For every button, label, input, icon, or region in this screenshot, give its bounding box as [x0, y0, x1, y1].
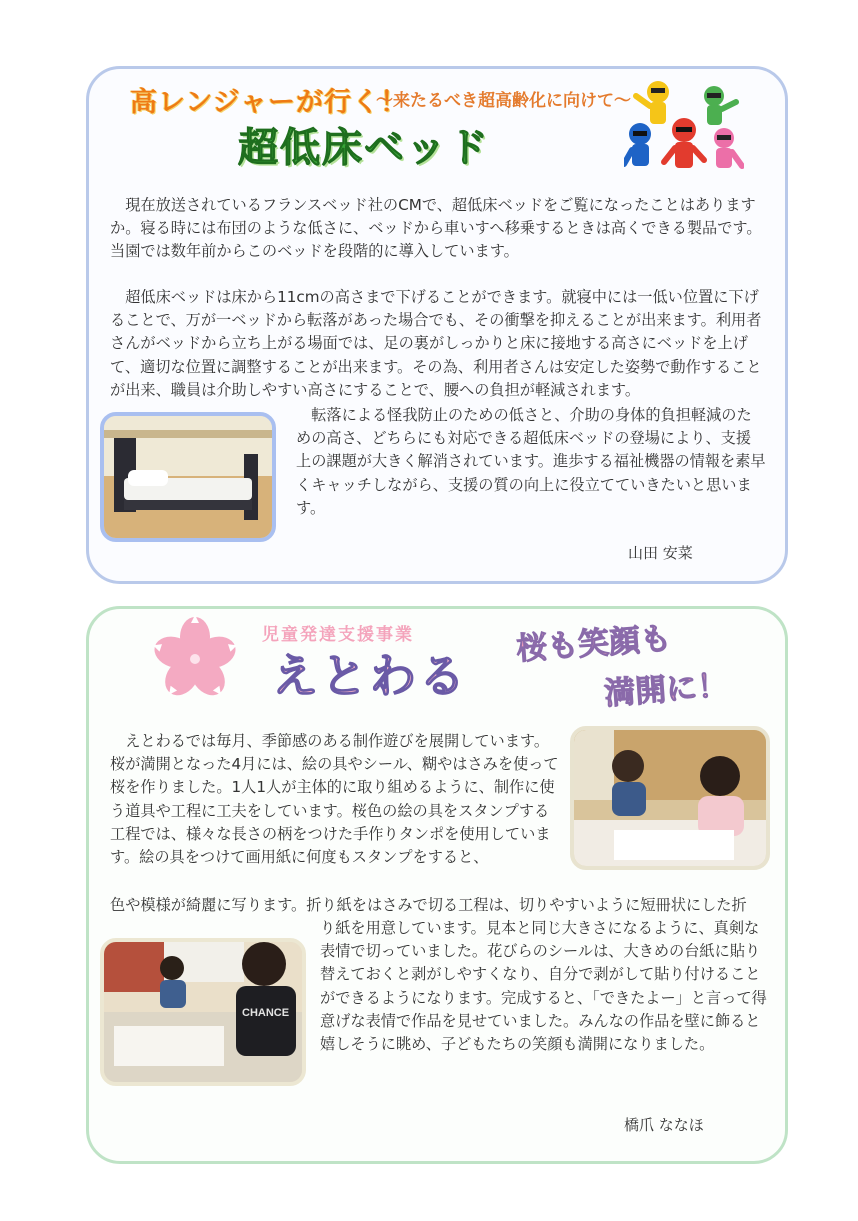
- pink-ranger-icon: [714, 128, 742, 168]
- children-cutting-photo: [100, 938, 306, 1086]
- etowaru-paragraph-3: り紙を用意しています。見本と同じ大きさになるように、真剣な表情で切っていました。花びらのシールは、大きめの台紙に貼り替えておくと剥がしやすくなり、自分で剥がして貼り付けることができるようになります。完成すると、「できたよー」と言って得意げな表情で作品を見せていました。みんなの作品を壁に飾ると嬉しそうに眺め、子どもたちの笑顔も満開になりました。: [320, 919, 767, 1054]
- yellow-ranger-icon: [636, 81, 669, 124]
- bed-paragraph-3: 転落による怪我防止のための低さと、介助の身体的負担軽減のための高さ、どちらにも対応できる超低床ベッドの登場により、支援上の課題が大きく解消されています。進歩する福祉機器の情報を素早くキャッチしながら、支援の質の向上に役立てていきたいと思います。: [296, 406, 766, 517]
- series-title: 高レンジャーが行く！: [130, 87, 409, 118]
- etowaru-paragraph-2: 色や模様が綺麗に写ります。折り紙をはさみで切る工程は、切りやすいように短冊状にした折: [110, 896, 747, 914]
- bed-paragraph-2: 超低床ベッドは床から11cmの高さまで下げることができます。就寝中には一低い位置に下げることで、万が一ベッドから転落があった場合でも、その衝撃を抑えることが出来ます。利用者さんがベッドから立ち上がる場面では、足の裏がしっかりと床に接地する高さにベッドを上げて、適切な位置に調整することが出来ます。その為、利用者さんは安定した姿勢で動作することが出来、職員は介助しやすい高さにすることで、腰への負担が軽減されます。: [110, 288, 762, 399]
- blue-ranger-icon: [624, 123, 651, 166]
- green-ranger-icon: [704, 86, 736, 125]
- program-title: えとわる: [272, 649, 468, 703]
- bed-article-author: 山田 安菜: [628, 544, 693, 562]
- program-label: 児童発達支援事業: [262, 625, 414, 645]
- etowaru-paragraph-1: えとわるでは毎月、季節感のある制作遊びを展開しています。桜が満開となった4月には、絵の具やシール、糊やはさみを使って桜を作りました。1人1人が主体的に取り組めるように、制作に使う道具や工程に工夫をしています。桜色の絵の具をスタンプする工程では、様々な長さの柄をつけた手作りタンポを使用しています。絵の具をつけて画用紙に何度もスタンプをすると、: [110, 732, 559, 867]
- etowaru-article-author: 橋爪 ななほ: [624, 1116, 704, 1134]
- low-bed-photo: [100, 412, 276, 542]
- red-ranger-icon: [664, 118, 704, 168]
- article-title: 超低床ベッド: [238, 125, 490, 171]
- series-subtitle: ～来たるべき超高齢化に向けて～: [376, 91, 631, 111]
- headline-line-2: 満開に！: [603, 667, 730, 713]
- headline-line-1: 桜も笑顔も: [515, 620, 673, 668]
- sakura-flower-icon: [150, 614, 240, 702]
- shirt-print-text: CHANCE: [242, 1007, 290, 1019]
- ranger-mascot-illustration: [624, 74, 744, 178]
- bed-paragraph-1: 現在放送されているフランスベッド社のCMで、超低床ベッドをご覧になったことはありますか。寝る時には布団のような低さに、ベッドから車いすへ移乗するときは高くできる製品です。当園では数年前からこのベッドを段階的に導入しています。: [110, 196, 762, 261]
- children-painting-photo: [570, 726, 770, 870]
